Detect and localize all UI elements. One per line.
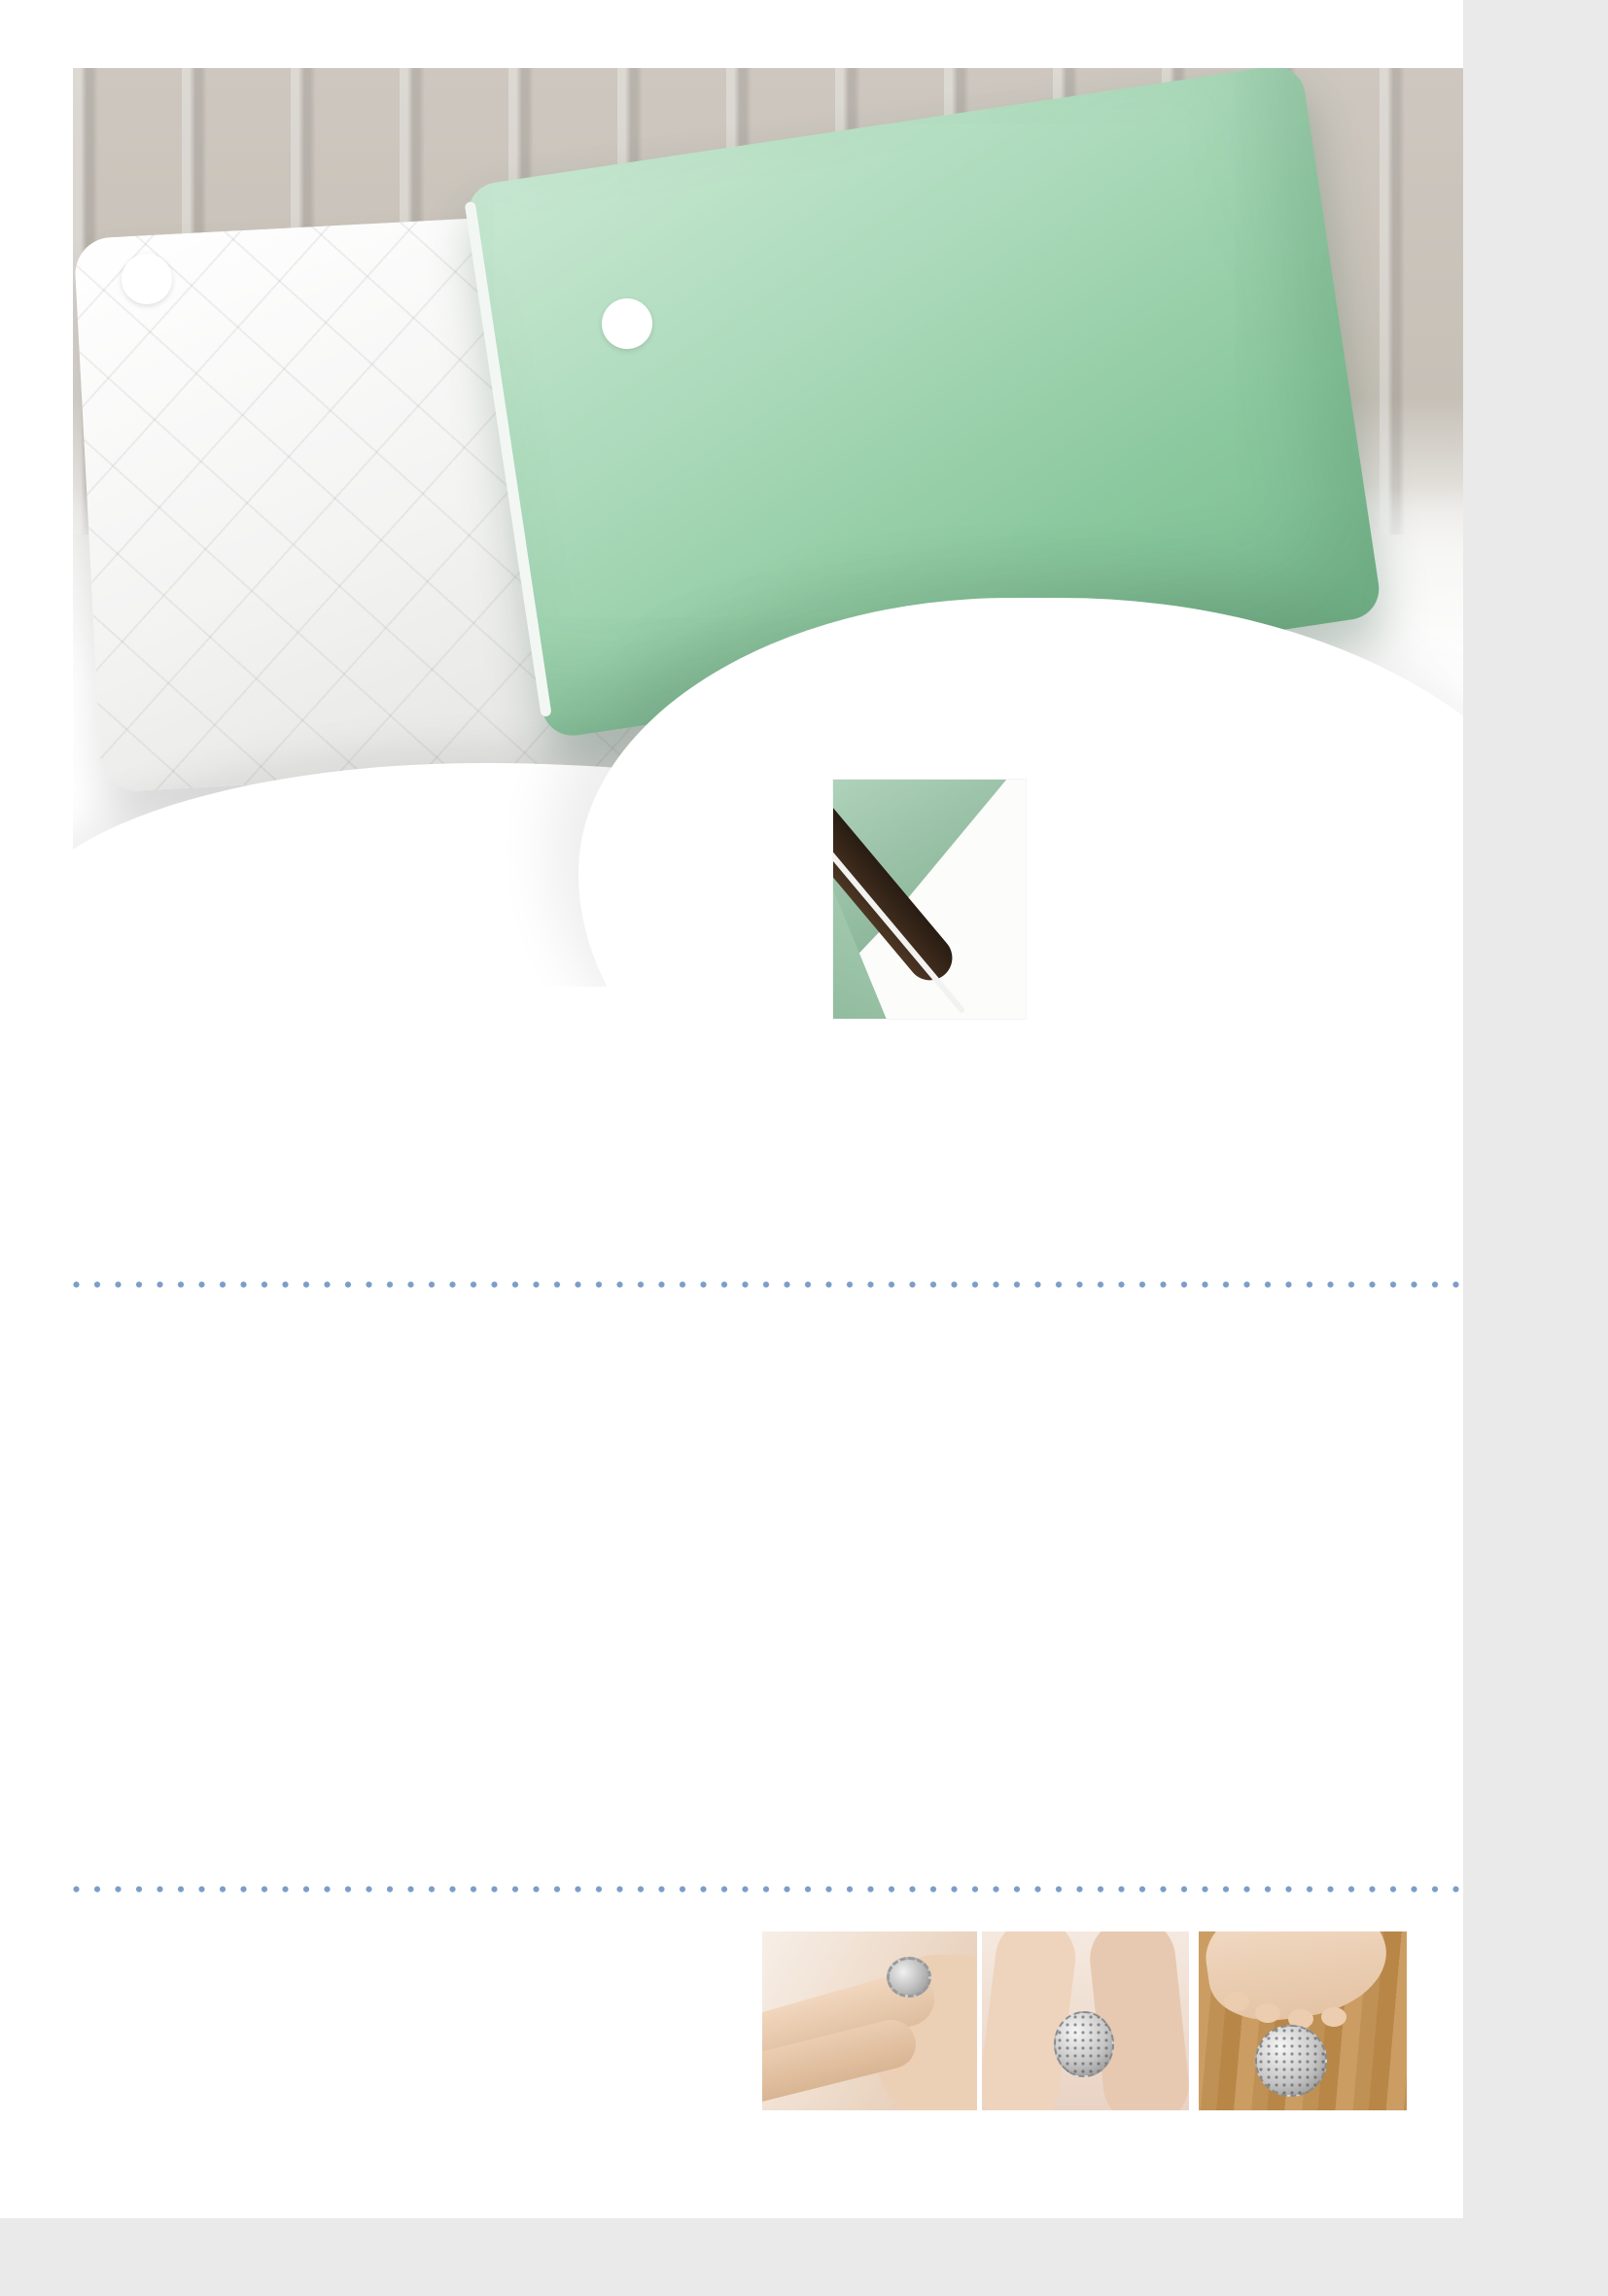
new-price <box>939 1611 942 1678</box>
new-price <box>939 1324 942 1391</box>
product-swan-down-pillow <box>73 931 812 1010</box>
price-row <box>73 943 812 1010</box>
price-row <box>833 1030 1436 1097</box>
hero-bed-photo <box>73 68 1463 987</box>
toe-shape <box>1224 1992 1249 2011</box>
price-row <box>922 1611 1447 1678</box>
dotted-separator-bottom <box>73 1886 1463 1893</box>
new-price <box>90 1944 93 2011</box>
sujok-balls-photo <box>583 1968 1050 2219</box>
pillow-label-2 <box>602 298 652 349</box>
buckwheat-inset-photo <box>833 780 1026 1019</box>
pillow-label-1 <box>122 254 172 304</box>
toe-shape <box>1321 2007 1346 2027</box>
new-price <box>90 943 93 1010</box>
magnetic-ball <box>1054 2011 1114 2077</box>
right-gray-strip <box>1463 0 1608 2296</box>
price-row <box>73 1944 617 2011</box>
price-row <box>922 1324 1447 1391</box>
magnetic-ball <box>1255 2025 1327 2097</box>
toe-shape <box>1255 2003 1280 2023</box>
photo-foot-ball-massage <box>1199 1931 1407 2110</box>
footer-band <box>0 2218 1608 2296</box>
new-price <box>851 1030 854 1097</box>
product-massage-roller <box>922 1599 1447 1678</box>
dotted-separator-top <box>73 1281 1463 1288</box>
product-massage-mat <box>922 1312 1447 1391</box>
product-healthy-sleep-pillow <box>833 1019 1436 1097</box>
product-sujok-set <box>73 1932 617 2011</box>
